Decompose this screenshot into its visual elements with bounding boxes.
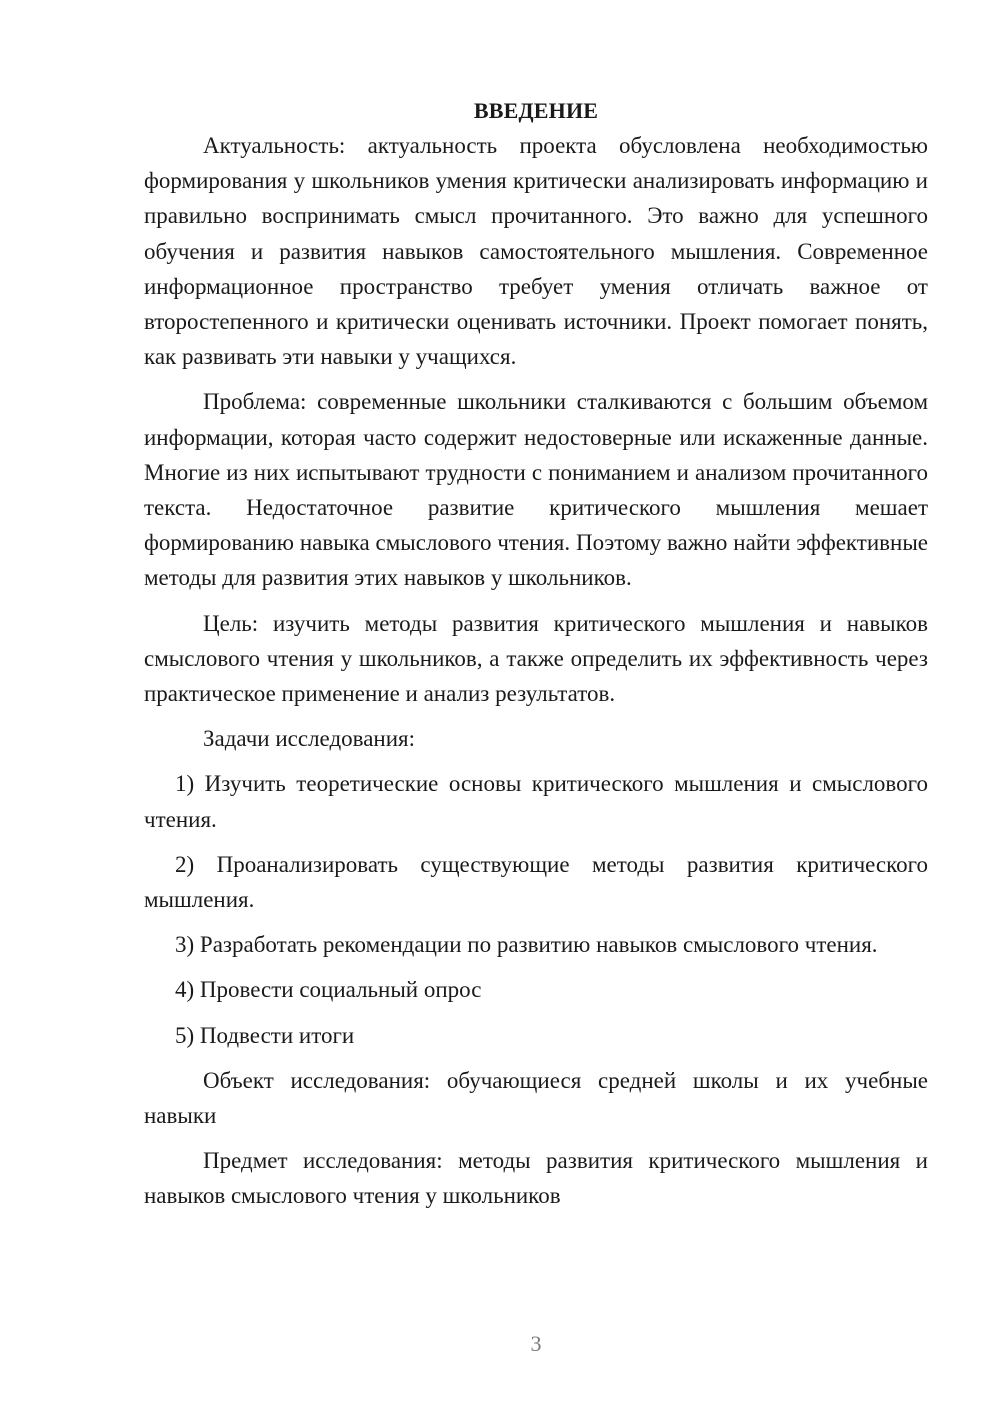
object-paragraph: Объект исследования: обучающиеся средней школы и их учебные навыки bbox=[144, 1067, 928, 1129]
subject-paragraph: Предмет исследования: методы развития критического мышления и навыков смыслового чтения у школьников bbox=[144, 1148, 928, 1209]
relevance-paragraph: Актуальность: актуальность проекта обусловлена необходимостью формирования у школьников умения критически анализировать информацию и правильно воспринимать смысл прочитанного. Это важно для успешного обучения и развития навыков самостоятельного мышления. Современное информационное пространство требует умения отличать важное от второстепенного и критически оценивать источники. Проект помогает понять, как развивать эти навыки у учащихся. bbox=[144, 133, 928, 370]
page-number: 3 bbox=[530, 1331, 542, 1356]
tasks-heading: Задачи исследования: bbox=[203, 726, 416, 752]
task-item: 4) Провести социальный опрос bbox=[175, 977, 482, 1003]
page-content bbox=[144, 93, 928, 1214]
goal-paragraph: Цель: изучить методы развития критического мышления и навыков смыслового чтения у школьников, а также определить их эффективность через практическое применение и анализ результатов. bbox=[144, 610, 928, 707]
task-item: 3) Разработать рекомендации по развитию навыков смыслового чтения. bbox=[175, 932, 878, 958]
task-item: 1) Изучить теоретические основы критического мышления и смыслового чтения. bbox=[144, 771, 928, 832]
task-item: 5) Подвести итоги bbox=[175, 1022, 355, 1048]
task-item: 2) Проанализировать существующие методы развития критического мышления. bbox=[144, 851, 928, 913]
problem-paragraph: Проблема: современные школьники сталкиваются с большим объемом информации, которая часто содержит недостоверные или искаженные данные. Многие из них испытывают трудности с пониманием и анализом прочитанного текста. Недостаточное развитие критического мышления мешает формированию навыка смыслового чтения. Поэтому важно найти эффективные методы для развития этих навыков у школьников. bbox=[144, 389, 928, 591]
page-title: ВВЕДЕНИЕ bbox=[473, 98, 599, 123]
